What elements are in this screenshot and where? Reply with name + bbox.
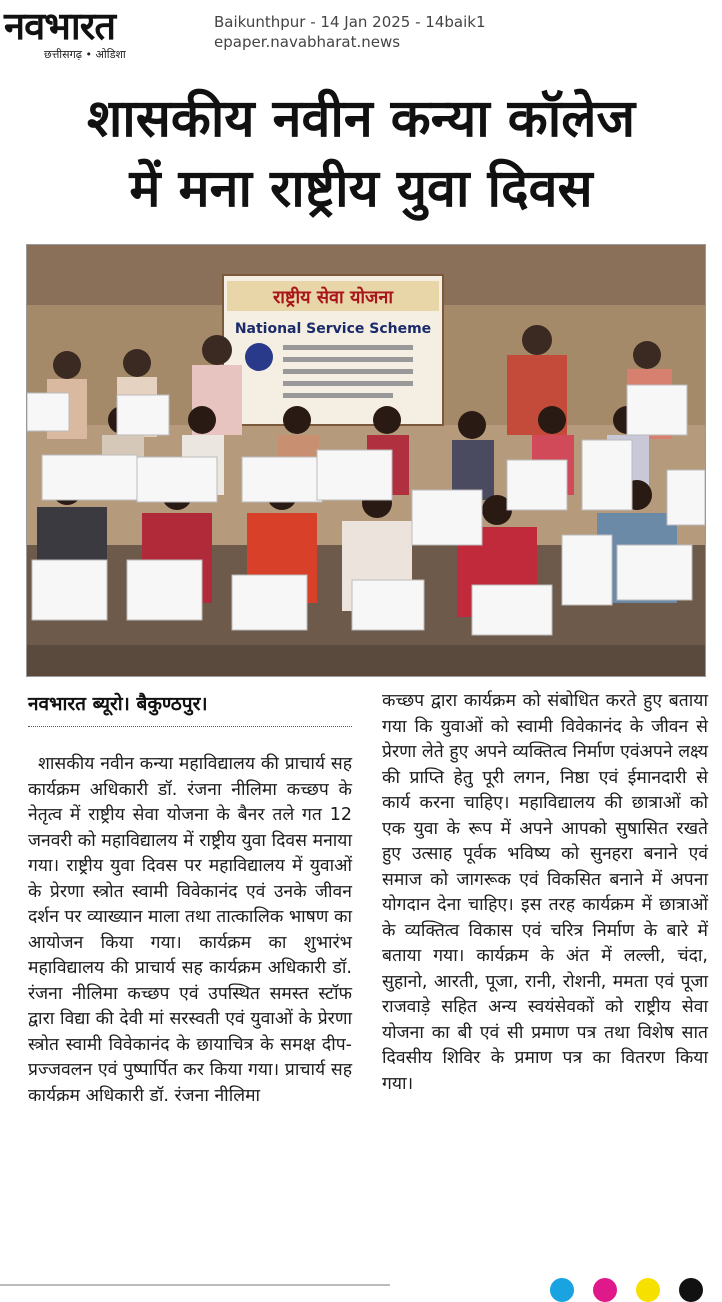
nss-banner — [223, 275, 443, 425]
article-byline: नवभारत ब्यूरो। बैकुण्ठपुर। — [28, 693, 208, 715]
newspaper-logo — [4, 4, 200, 62]
footer-rule — [0, 1284, 390, 1286]
article-text-left: शासकीय नवीन कन्या महाविद्यालय की प्राचार्य सह कार्यक्रम अधिकारी डॉ. रंजना नीलिमा कच्छप के नेतृत्व में राष्ट्रीय सेवा योजना के बैनर तले गत 12 जनवरी को महाविद्यालय में राष्ट्रीय युवा दिवस मनाया गया। राष्ट्रीय युवा दिवस पर महाविद्यालय में युवाओं के प्रेरणा स्त्रोत स्वामी विवेकानंद एवं उनके जीवन दर्शन पर व्याख्यान माला तथा तात्कालिक भाषण का आयोजन किया गया। कार्यक्रम का शुभारंभ महाविद्यालय की प्राचार्य सह कार्यक्रम अधिकारी डॉ. रंजना नीलिमा कच्छप एवं उपस्थित समस्त स्टॉफ द्वारा विद्या की देवी मां सरस्वती एवं युवाओं के प्रेरणा स्त्रोत स्वामी विवेकानंद के छायाचित्र के समक्ष दीप-प्रज्जवलन एवं पुष्पार्पित कर किया गया। प्राचार्य सह कार्यक्रम अधिकारी डॉ. रंजना नीलिमा — [28, 754, 352, 1106]
byline-divider — [28, 726, 352, 727]
banner-title: राष्ट्रीय सेवा योजना — [272, 287, 394, 308]
registration-mark-cyan — [550, 1278, 574, 1302]
logo-text: नवभारत — [4, 4, 115, 48]
registration-mark-magenta — [593, 1278, 617, 1302]
article-column-right: कच्छप द्वारा कार्यक्रम को संबोधित करते हुए बताया गया कि युवाओं को स्वामी विवेकानंद के जीवन से प्रेरणा लेते हुए अपने व्यक्तित्व निर्माण एवंअपने लक्ष्य की प्राप्ति हेतु पूरी लगन, निष्ठा एवं ईमानदारी से कार्य करना चाहिए। महाविद्यालय की छात्राओं को एक युवा के रूप में अपने आपको सुषासित रखते हुए उत्साह पूर्वक भविष्य को सुनहरा बनाने एवं समाज को जागरूक एवं विकसित बनाने में अपना योगदान देना चाहिए। इस तरह कार्यक्रम में छात्राओं के व्यक्तित्व विकास एवं चरित्र निर्माण के बारे में बताया गया। कार्यक्रम के अंत में लल्ली, चंदा, सुहानो, आरती, पूजा, रानी, रोशनी, ममता एवं पूजा राजवाड़े सहित अन्य स्वयंसेवकों को राष्ट्रीय सेवा योजना का बी एवं सी प्रमाण पत्र तथा विशेष सात दिवसीय शिविर के प्रमाण पत्र का वितरण किया गया। — [382, 691, 708, 1094]
edition-line: Baikunthpur - 14 Jan 2025 - 14baik1 — [214, 13, 486, 31]
registration-mark-black — [679, 1278, 703, 1302]
masthead — [0, 0, 722, 64]
headline-line-2: में मना राष्ट्रीय युवा दिवस — [129, 159, 593, 219]
site-url: epaper.navabharat.news — [214, 33, 401, 51]
registration-mark-yellow — [636, 1278, 660, 1302]
banner-subtitle: National Service Scheme — [234, 321, 432, 337]
article-column-left — [28, 752, 352, 1109]
news-photo — [26, 244, 706, 677]
headline-line-1: शासकीय नवीन कन्या कॉलेज — [86, 89, 636, 149]
logo-subtitle: छत्तीसगढ़ • ओडिशा — [44, 48, 126, 61]
